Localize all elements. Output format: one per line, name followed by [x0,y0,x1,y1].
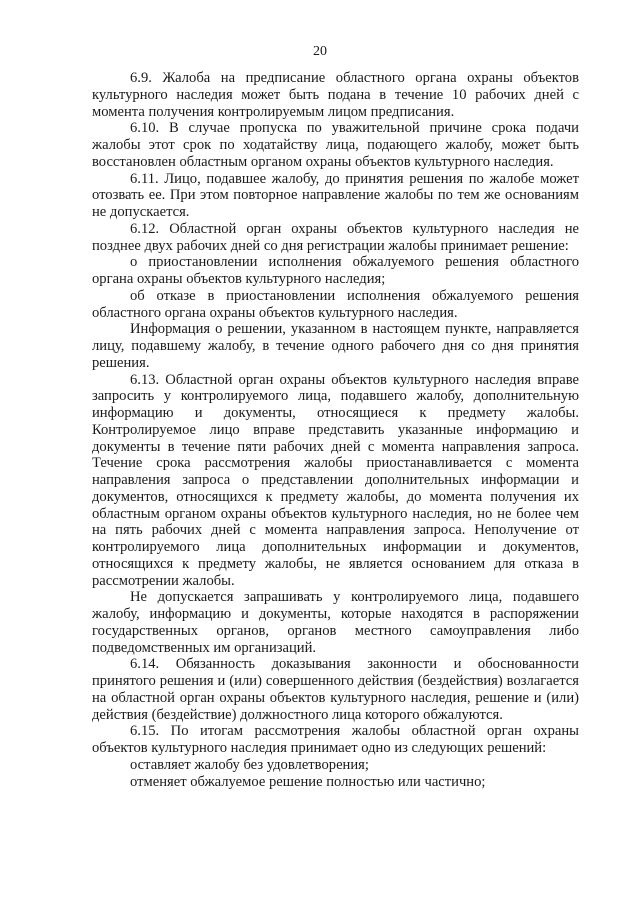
paragraph-6-10: 6.10. В случае пропуска по уважительной причине срока подачи жалобы этот срок по ходатайству лица, подающего жалобу, может быть восстановлен областным органом охраны объектов культурного наследия. [92,120,579,170]
paragraph-6-15: 6.15. По итогам рассмотрения жалобы областной орган охраны объектов культурного наследия принимает одно из следующих решений: [92,723,579,756]
paragraph-6-12-information: Информация о решении, указанном в настоящем пункте, направляется лицу, подавшему жалобу, в течение одного рабочего дня со дня принятия решения. [92,321,579,371]
paragraph-6-13-restriction: Не допускается запрашивать у контролируемого лица, подавшего жалобу, информацию и документы, которые находятся в распоряжении государственных органов, органов местного самоуправления либо подведомственных им организаций. [92,589,579,656]
paragraph-6-9: 6.9. Жалоба на предписание областного органа охраны объектов культурного наследия может быть подана в течение 10 рабочих дней с момента получения контролируемым лицом предписания. [92,70,579,120]
paragraph-6-15-option-cancel: отменяет обжалуемое решение полностью или частично; [130,773,486,790]
paragraph-6-13: 6.13. Областной орган охраны объектов культурного наследия вправе запросить у контролируемого лица, подавшего жалобу, дополнительную информацию и документы, относящиеся к предмету жалобы. Контролируемое лицо вправе представить указанные информацию и документы в течение пяти рабочих дней с момента направления запроса. Течение срока рассмотрения жалобы приостанавливается с момента направления запроса о представлении дополнительных информации и документов, относящихся к предмету жалобы, до момента получения их областным органом охраны объектов культурного наследия, но не более чем на пять рабочих дней с момента направления запроса. Неполучение от контролируемого лица дополнительных информации и документов, относящихся к предмету жалобы, не является основанием для отказа в рассмотрении жалобы. [92,371,579,589]
paragraph-6-15-option-leave: оставляет жалобу без удовлетворения; [130,756,369,773]
paragraph-6-12: 6.12. Областной орган охраны объектов культурного наследия не позднее двух рабочих дней со дня регистрации жалобы принимает решение: [92,220,579,254]
paragraph-6-12-option-refuse: об отказе в приостановлении исполнения обжалуемого решения областного органа охраны объектов культурного наследия. [92,287,579,321]
page-number: 20 [313,44,327,59]
paragraph-6-12-option-suspend: о приостановлении исполнения обжалуемого решения областного органа охраны объектов культурного наследия; [92,254,579,287]
paragraph-6-11: 6.11. Лицо, подавшее жалобу, до принятия решения по жалобе может отозвать ее. При этом повторное направление жалобы по тем же основаниям не допускается. [92,170,579,220]
paragraph-6-14: 6.14. Обязанность доказывания законности и обоснованности принятого решения и (или) совершенного действия (бездействия) возлагается на областной орган охраны объектов культурного наследия, решение и (или) действия (бездействие) должностного лица которого обжалуются. [92,656,579,723]
document-body [92,70,579,790]
